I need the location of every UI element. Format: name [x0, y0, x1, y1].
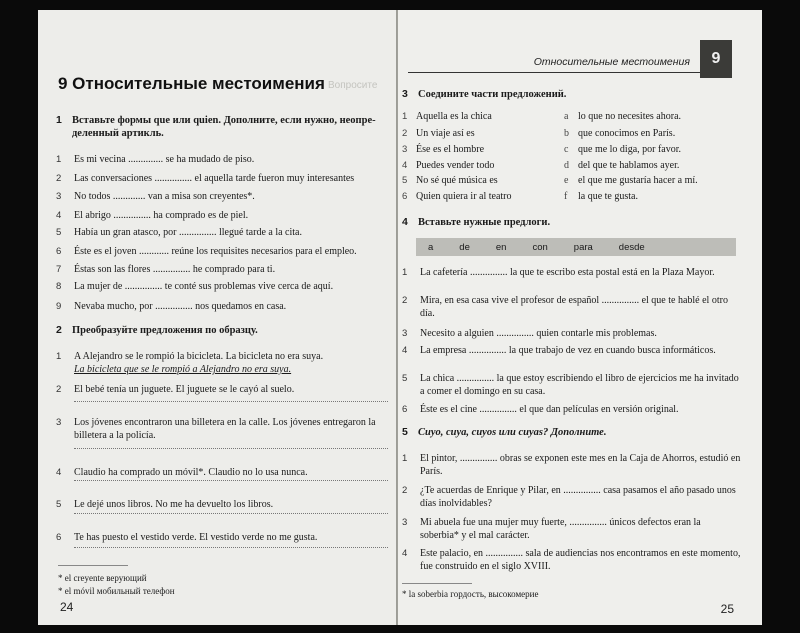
task3-heading [402, 88, 742, 101]
item-number: 1 [56, 154, 62, 165]
list-item [56, 263, 392, 276]
list-item [56, 172, 392, 185]
item-letter: e [564, 175, 569, 186]
task3-number: 3 [402, 88, 408, 100]
match-right-item [564, 127, 675, 140]
match-left-item [402, 143, 484, 156]
task5-heading [402, 426, 742, 439]
item-number: 3 [402, 144, 408, 155]
footnote-rule [58, 565, 128, 566]
list-item [402, 547, 742, 573]
item-number: 5 [402, 175, 408, 186]
item-number: 6 [56, 532, 62, 543]
item-number: 2 [402, 128, 408, 139]
item-number: 7 [56, 264, 62, 275]
item-letter: a [564, 111, 569, 122]
item-number: 6 [56, 246, 62, 257]
item-text: No sé qué música es [416, 175, 498, 186]
list-item [56, 209, 392, 222]
item-text: El bebé tenía un juguete. El juguete se le cayó al suelo. [74, 384, 295, 395]
answer-line [74, 547, 388, 548]
list-item [402, 484, 742, 510]
list-item [56, 531, 392, 544]
item-number: 3 [56, 191, 62, 202]
prepositions-bar [416, 238, 736, 256]
item-number: 1 [402, 453, 408, 464]
item-text: ¿Te acuerdas de Enrique y Pilar, en ............... casa pasamos el año pasado unos días inolvidables? [420, 485, 736, 509]
left-page [38, 10, 396, 625]
item-number: 6 [402, 404, 408, 415]
item-number: 3 [402, 328, 408, 339]
list-item [56, 350, 392, 376]
answer-line [74, 448, 388, 449]
item-number: 5 [56, 227, 62, 238]
preposition-option: de [459, 241, 470, 253]
match-right-item [564, 190, 638, 203]
item-text: Puedes vender todo [416, 160, 495, 171]
item-letter: f [564, 191, 568, 202]
item-text: Mira, en esa casa vive el profesor de español ............... el que te hablé el otro día. [420, 295, 728, 319]
match-right-item [564, 110, 681, 123]
task1-heading-text: Вставьте формы que или quien. Дополните, если нужно, неопре-деленный артикль. [72, 115, 376, 139]
footnote-1: * el creyente верующий [58, 573, 147, 583]
item-text: La empresa ............... la que trabajo de vez en cuando busca informáticos. [420, 345, 716, 356]
item-text: La mujer de ............... te conté sus problemas vive cerca de aquí. [74, 281, 334, 292]
item-number: 6 [402, 191, 408, 202]
preposition-option: a [428, 241, 434, 253]
task5-number: 5 [402, 426, 408, 438]
item-text: Quien quiera ir al teatro [416, 191, 512, 202]
list-item [402, 344, 742, 357]
item-number: 5 [56, 499, 62, 510]
match-left-item [402, 190, 512, 203]
task2-number: 2 [56, 324, 62, 336]
item-text: lo que no necesites ahora. [578, 111, 682, 122]
task1-heading [56, 114, 388, 140]
list-item [56, 466, 392, 479]
task5-heading-text: Cuyo, cuya, cuyos или cuyas? Дополните. [418, 427, 607, 438]
match-right-item [564, 174, 698, 187]
list-item [56, 153, 392, 166]
item-text: Necesito a alguien ............... quien contarle mis problemas. [420, 328, 657, 339]
item-number: 4 [402, 548, 408, 559]
item-text: A Alejandro se le rompió la bicicleta. La bicicleta no era suya. [74, 351, 324, 362]
item-number: 1 [402, 111, 408, 122]
list-item [56, 300, 392, 313]
match-left-item [402, 127, 475, 140]
item-number: 1 [56, 351, 62, 362]
sample-answer: La bicicleta que se le rompió a Alejandro no era suya. [74, 364, 292, 375]
answer-line [74, 480, 388, 481]
match-left-item [402, 174, 498, 187]
item-text: que conocimos en París. [578, 128, 676, 139]
task3-heading-text: Соедините части предложений. [418, 89, 567, 100]
item-text: El pintor, ............... obras se exponen este mes en la Caja de Ahorros, estudió en París. [420, 453, 741, 477]
match-right-item [564, 159, 679, 172]
match-left-item [402, 159, 494, 172]
answer-line [74, 513, 388, 514]
item-text: Ése es el hombre [416, 144, 485, 155]
list-item [56, 226, 392, 239]
item-text: El abrigo ............... ha comprado es de piel. [74, 210, 249, 221]
item-letter: c [564, 144, 569, 155]
list-item [56, 245, 392, 258]
item-number: 2 [56, 173, 62, 184]
page-number-right: 25 [720, 602, 734, 616]
item-number: 8 [56, 281, 62, 292]
item-text: Aquella es la chica [416, 111, 492, 122]
running-title-rule [408, 72, 700, 73]
item-number: 4 [56, 467, 62, 478]
preposition-option: con [532, 241, 548, 253]
item-text: Nevaba mucho, por ............... nos quedamos en casa. [74, 301, 287, 312]
item-text: Claudio ha comprado un móvil*. Claudio no lo usa nunca. [74, 467, 308, 478]
footnote-2: * el móvil мобильный телефон [58, 586, 175, 596]
list-item [402, 516, 742, 542]
item-text: Había un gran atasco, por ............... llegué tarde a la cita. [74, 227, 302, 238]
item-text: Un viaje así es [416, 128, 475, 139]
list-item [56, 280, 392, 293]
list-item [56, 498, 392, 511]
item-text: Los jóvenes encontraron una billetera en la calle. Los jóvenes entregaron la billetera a la policía. [74, 417, 376, 441]
item-text: Este palacio, en ............... sala de audiencias nos encontramos en este momento, fue construido en el siglo XVIII. [420, 548, 741, 572]
footnote-right: * la soberbia гордость, высокомерие [402, 589, 539, 599]
list-item [56, 190, 392, 203]
right-page [398, 10, 762, 625]
preposition-option: en [495, 241, 507, 253]
task4-number: 4 [402, 216, 408, 228]
item-text: la que te gusta. [578, 191, 638, 202]
item-number: 5 [402, 373, 408, 384]
item-number: 3 [56, 417, 62, 428]
item-number: 2 [56, 384, 62, 395]
list-item [402, 403, 742, 416]
page-number-left: 24 [60, 600, 74, 614]
item-letter: d [564, 160, 569, 171]
item-text: Es mi vecina .............. se ha mudado de piso. [74, 154, 255, 165]
match-left-item [402, 110, 492, 123]
item-text: Éste es el joven ............ reúne los requisites necesarios para el empleo. [74, 246, 357, 257]
item-text: Éste es el cine ............... el que dan películas en versión original. [420, 404, 679, 415]
item-text: La cafetería ............... la que te escribo esta postal está en la Plaza Mayor. [420, 267, 715, 278]
item-text: Éstas son las flores ............... he comprado para ti. [74, 264, 276, 275]
item-number: 4 [402, 160, 408, 171]
item-number: 2 [402, 295, 408, 306]
task4-heading-text: Вставьте нужные предлоги. [418, 217, 551, 228]
list-item [402, 452, 742, 478]
list-item [402, 372, 742, 398]
list-item [56, 416, 392, 442]
match-right-item [564, 143, 681, 156]
list-item [402, 266, 742, 279]
item-text: La chica ............... la que estoy escribiendo el libro de ejercicios me ha invitado a comer el domingo en su casa. [420, 373, 739, 397]
item-number: 4 [402, 345, 408, 356]
task2-heading [56, 324, 388, 337]
preposition-option: desde [618, 241, 645, 253]
item-text: Te has puesto el vestido verde. El vestido verde no me gusta. [74, 532, 318, 543]
task2-heading-text: Преобразуйте предложения по образцу. [72, 325, 258, 336]
chapter-tab: 9 [700, 40, 732, 78]
item-text: que me lo diga, por favor. [578, 144, 682, 155]
bleed-through-text: Вопросите [328, 80, 378, 91]
item-number: 3 [402, 517, 408, 528]
list-item [56, 383, 392, 396]
preposition-option: para [573, 241, 593, 253]
chapter-title: 9 Относительные местоимения [58, 74, 325, 93]
task1-number: 1 [56, 114, 62, 126]
item-letter: b [564, 128, 569, 139]
item-number: 2 [402, 485, 408, 496]
item-text: No todos ............. van a misa son creyentes*. [74, 191, 255, 202]
item-number: 4 [56, 210, 62, 221]
list-item [402, 327, 742, 340]
item-text: Las conversaciones ............... el aquella tarde fueron muy interesantes [74, 173, 355, 184]
footnote-rule-right [402, 583, 472, 584]
task4-heading [402, 216, 742, 229]
item-text: el que me gustaría hacer a mí. [578, 175, 698, 186]
item-number: 9 [56, 301, 62, 312]
item-text: Mi abuela fue una mujer muy fuerte, ............... únicos defectos eran la soberbia* y el mal carácter. [420, 517, 701, 541]
item-number: 1 [402, 267, 408, 278]
item-text: del que te hablamos ayer. [578, 160, 680, 171]
list-item [402, 294, 742, 320]
answer-line [74, 401, 388, 402]
item-text: Le dejé unos libros. No me ha devuelto los libros. [74, 499, 274, 510]
running-title: Относительные местоимения [533, 56, 690, 68]
